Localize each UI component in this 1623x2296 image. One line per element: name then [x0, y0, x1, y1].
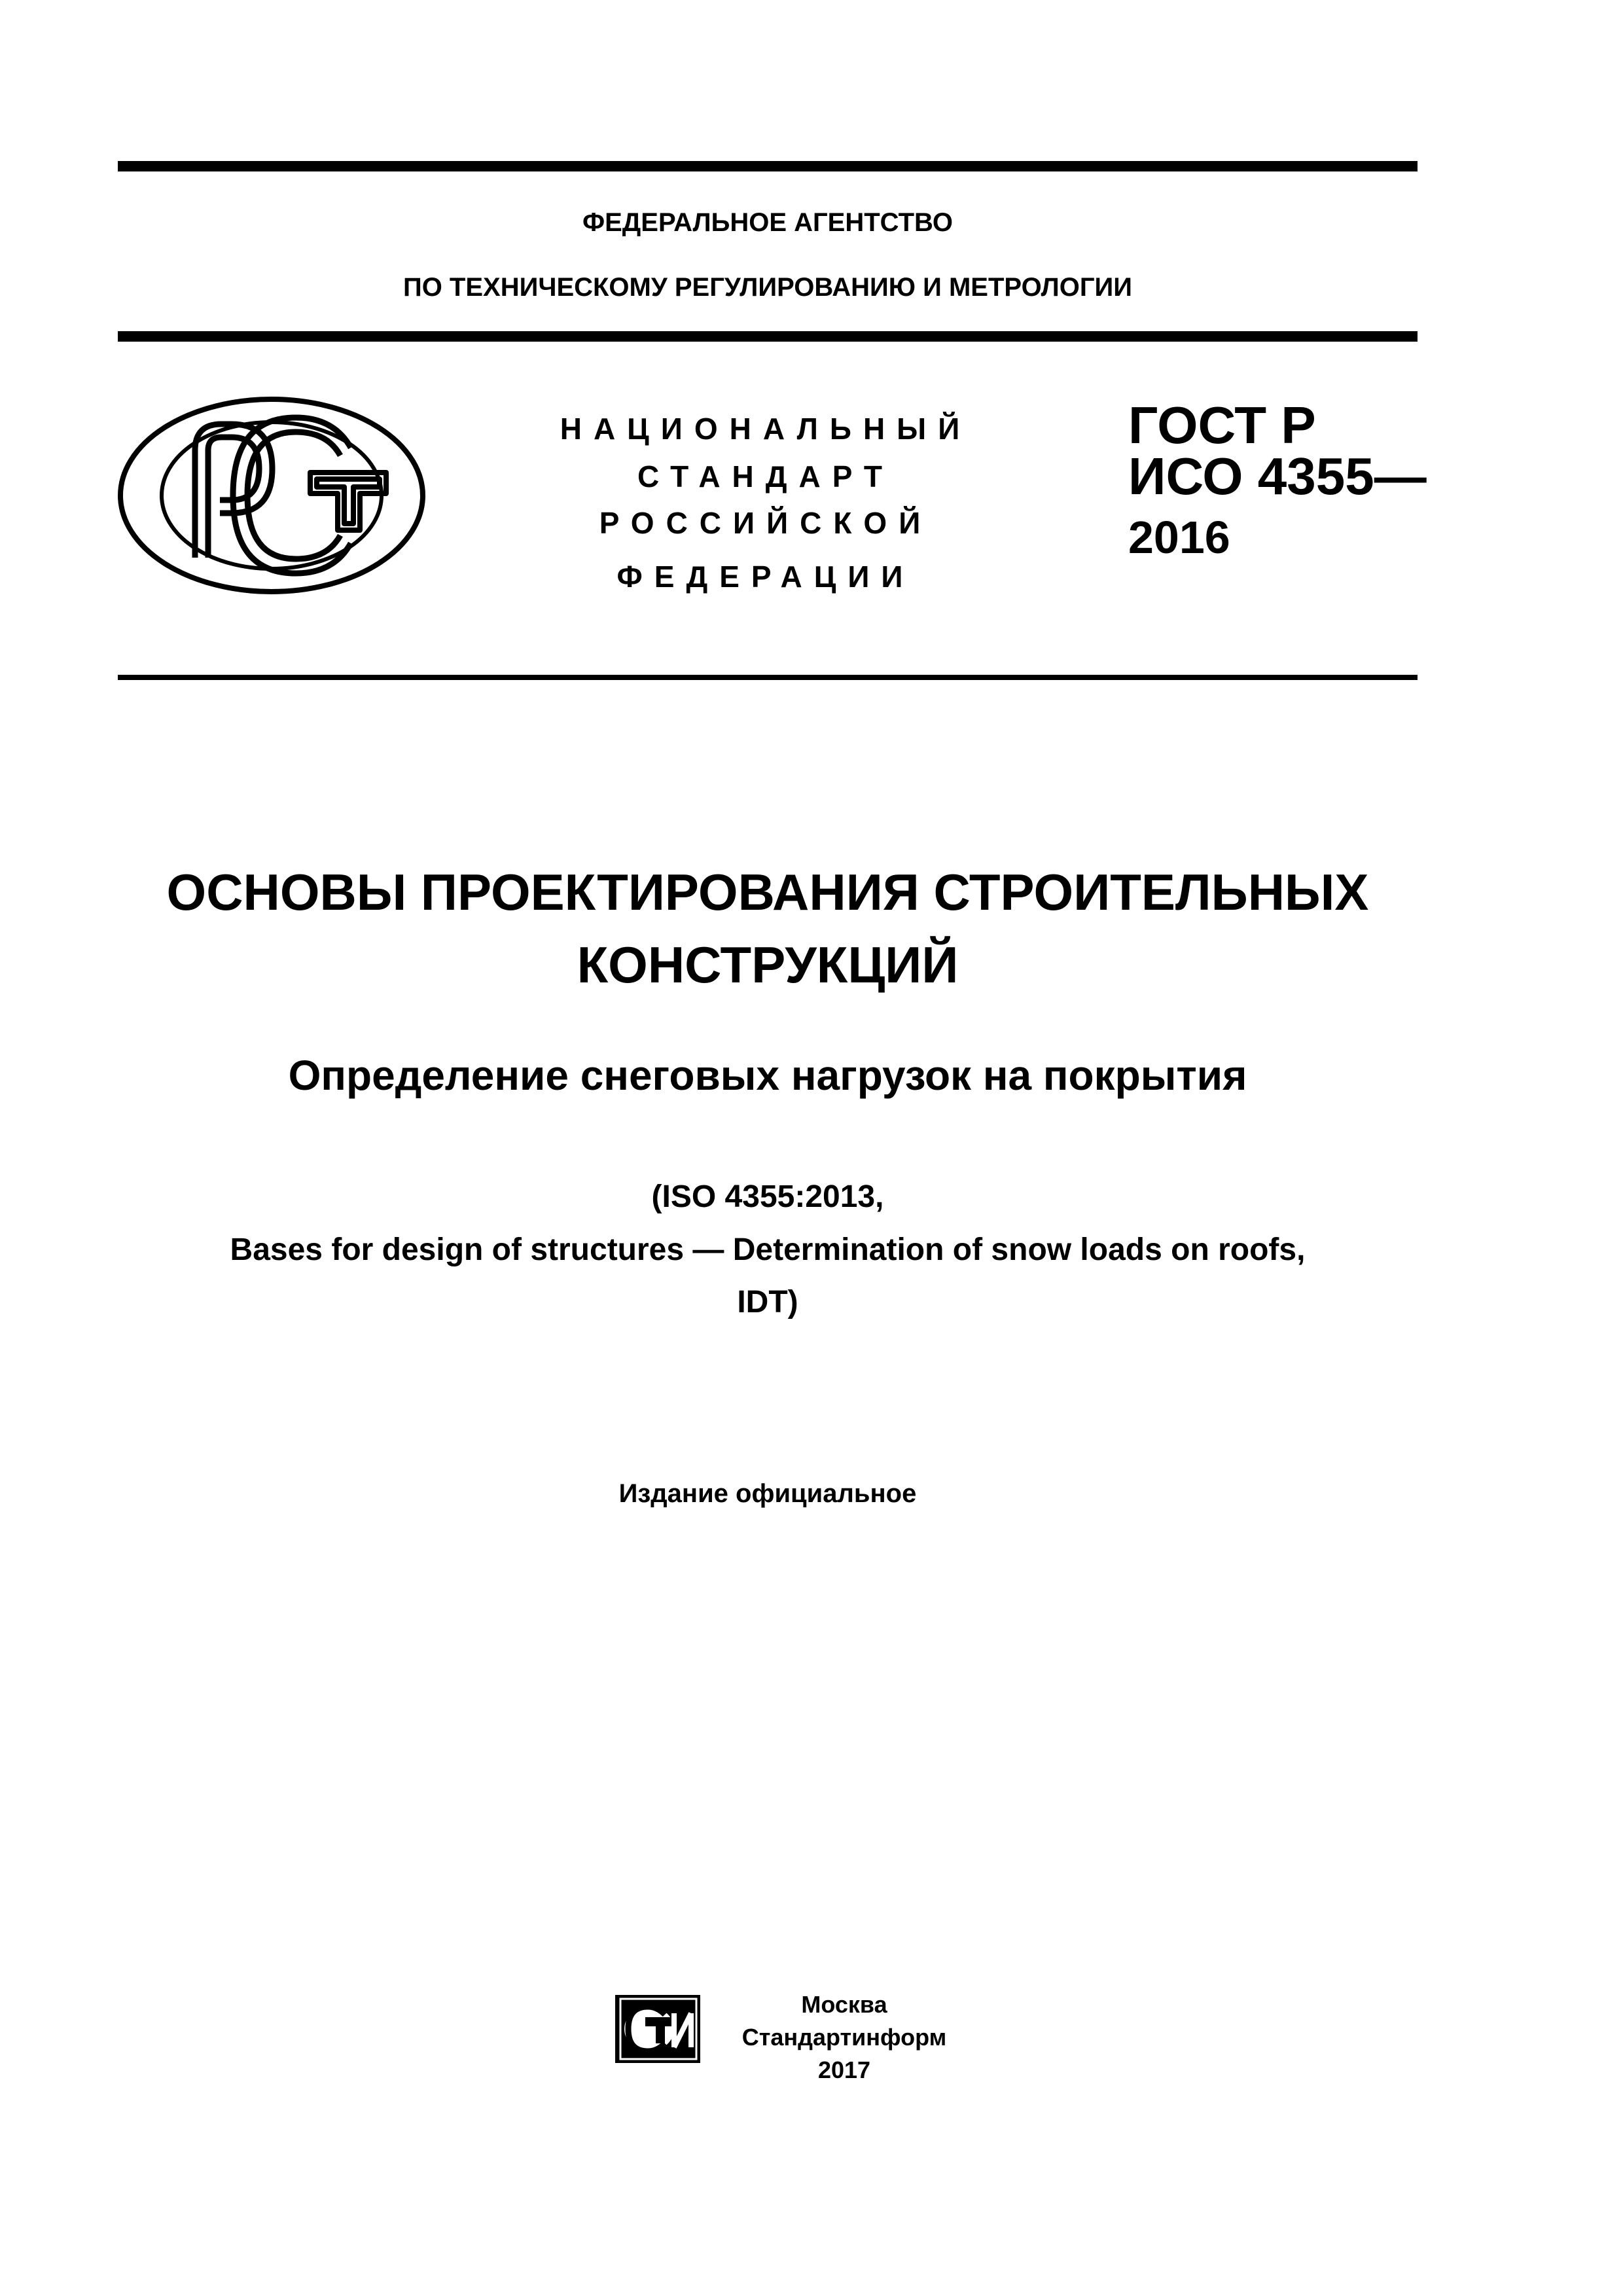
imprint-publisher: Стандартинформ — [741, 2024, 947, 2051]
standard-code-line: ГОСТ Р — [1128, 396, 1316, 454]
document-title-line1: ОСНОВЫ ПРОЕКТИРОВАНИЯ СТРОИТЕЛЬНЫХ — [166, 863, 1369, 921]
document-title-line2: КОНСТРУКЦИЙ — [577, 936, 959, 994]
agency-name-line2: ПО ТЕХНИЧЕСКОМУ РЕГУЛИРОВАНИЮ И МЕТРОЛОГИИ — [402, 273, 1133, 302]
standartinform-logo-icon — [609, 1988, 707, 2070]
national-standard-line: ФЕДЕРАЦИИ — [616, 560, 915, 594]
national-standard-line: НАЦИОНАЛЬНЫЙ — [560, 412, 972, 446]
rst-logo-icon — [116, 395, 427, 596]
iso-reference-line: (ISO 4355:2013, — [651, 1179, 884, 1214]
standard-code-line: 2016 — [1128, 512, 1230, 563]
agency-name-line1: ФЕДЕРАЛЬНОЕ АГЕНТСТВО — [582, 208, 954, 237]
imprint-year: 2017 — [817, 2056, 871, 2083]
national-standard-line: РОССИЙСКОЙ — [599, 506, 933, 540]
edition-label: Издание официальное — [618, 1479, 917, 1508]
iso-reference-line: IDT) — [737, 1285, 798, 1319]
iso-reference-line: Bases for design of structures — Determination of snow loads on roofs, — [230, 1232, 1306, 1267]
imprint-city: Москва — [801, 1991, 887, 2018]
national-standard-line: СТАНДАРТ — [637, 459, 894, 493]
document-subtitle: Определение снеговых нагрузок на покрытия — [288, 1052, 1247, 1099]
standard-divider — [118, 675, 1418, 680]
top-divider — [118, 161, 1418, 171]
header-divider — [118, 331, 1418, 342]
standard-code-line: ИСО 4355— — [1128, 447, 1427, 505]
